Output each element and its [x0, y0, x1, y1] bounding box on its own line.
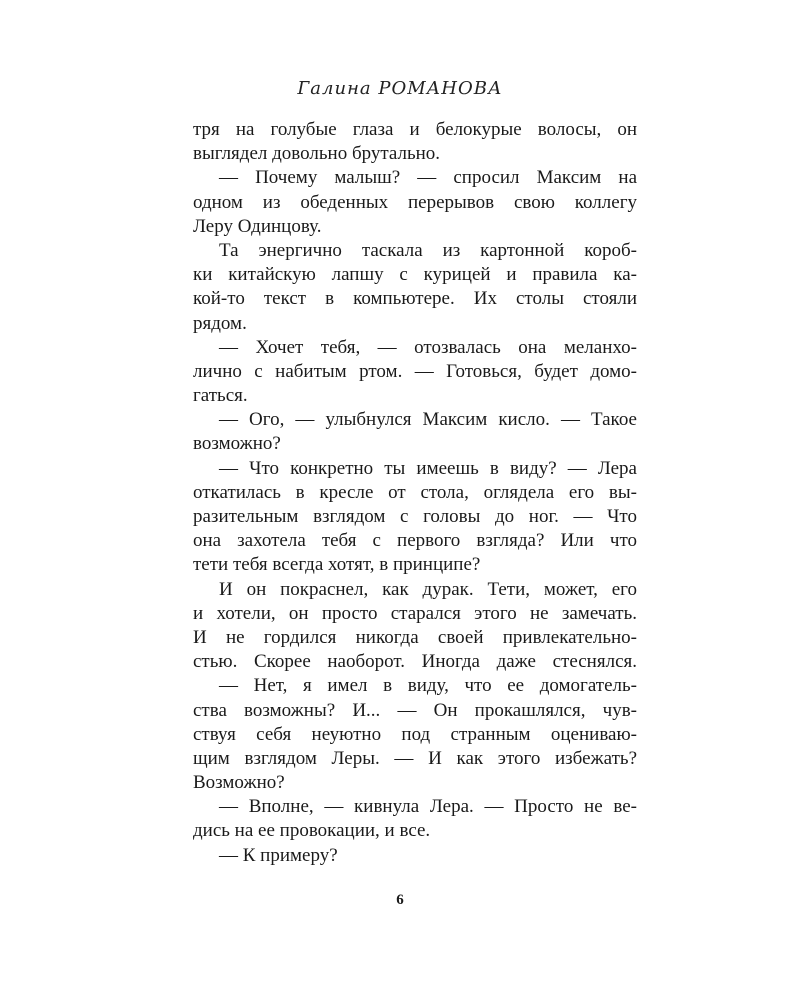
text-line: одном из обеденных перерывов свою коллегу	[193, 191, 637, 213]
text-line: гаться.	[193, 385, 248, 407]
text-line: тря на голубые глаза и белокурые волосы, он	[193, 119, 637, 140]
running-head-author: Галина РОМАНОВА	[297, 78, 503, 99]
text-line: И он покраснел, как дурак. Тети, может, его	[219, 578, 637, 600]
text-line: выглядел довольно брутально.	[193, 143, 441, 165]
text-line: — К примеру?	[219, 844, 338, 866]
text-line: ствуя себя неуютно под странным оцениваю-	[193, 723, 637, 745]
text-line: Леру Одинцову.	[193, 215, 322, 237]
text-line: рядом.	[193, 312, 247, 334]
text-line: щим взглядом Леры. — И как этого избежать?	[193, 747, 637, 769]
text-line: — Вполне, — кивнула Лера. — Просто не ве-	[219, 796, 637, 818]
text-line: — Почему малыш? — спросил Максим на	[219, 167, 637, 189]
text-line: разительным взглядом с головы до ног. — Что	[193, 506, 637, 527]
text-line: — Хочет тебя, — отозвалась она меланхо-	[219, 336, 637, 358]
text-line: — Нет, я имел в виду, что ее домогатель-	[219, 675, 637, 697]
text-line: — Ого, — улыбнулся Максим кисло. — Такое	[219, 409, 637, 431]
text-line: И не гордился никогда своей привлекательно-	[193, 626, 637, 648]
body-text	[193, 118, 637, 868]
text-line: Возможно?	[193, 772, 285, 794]
text-line: ки китайскую лапшу с курицей и правила ка-	[193, 264, 637, 286]
text-line: откатилась в кресле от стола, оглядела его вы-	[193, 481, 637, 503]
text-line: тети тебя всегда хотят, в принципе?	[193, 554, 481, 576]
text-line: — Что конкретно ты имеешь в виду? — Лера	[219, 457, 637, 479]
text-line: ства возможны? И... — Он прокашлялся, чув-	[193, 699, 637, 721]
text-line: Та энергично таскала из картонной короб-	[219, 239, 637, 261]
text-line: возможно?	[193, 433, 281, 455]
page-number: 6	[396, 892, 404, 908]
text-line: дись на ее провокации, и все.	[193, 820, 431, 842]
text-line: стью. Скорее наоборот. Иногда даже стеснялся.	[193, 651, 637, 673]
text-line: она захотела тебя с первого взгляда? Или что	[193, 530, 637, 552]
text-line: лично с набитым ртом. — Готовься, будет домо-	[193, 360, 637, 382]
text-line: и хотели, он просто старался этого не замечать.	[193, 602, 637, 624]
text-line: кой-то текст в компьютере. Их столы стояли	[193, 288, 637, 310]
